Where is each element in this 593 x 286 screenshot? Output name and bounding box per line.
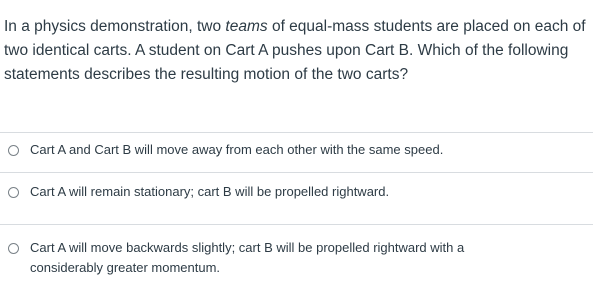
answer-list [0,132,593,286]
answer-3-radio[interactable] [8,243,19,254]
question-emphasis: teams [225,18,268,35]
answer-option-1[interactable] [0,132,593,172]
answer-1-radio[interactable] [8,145,19,156]
answer-3-label[interactable]: Cart A will move backwards slightly; cart B will be propelled rightward with a considerably greater momentum. [30,240,465,275]
answer-2-label[interactable]: Cart A will remain stationary; cart B will be propelled rightward. [30,184,390,199]
answer-option-2[interactable] [0,172,593,224]
answer-1-label[interactable]: Cart A and Cart B will move away from each other with the same speed. [30,142,444,157]
question-text-part1: In a physics demonstration, two [4,18,226,35]
question-text [4,15,590,87]
answer-2-radio[interactable] [8,187,19,198]
question-text-part2: of equal-mass students are placed on each of two identical carts. A student on Cart A pushes upon Cart B. Which of the following statements describes the resulting motion of the two carts? [4,18,586,83]
answer-option-3[interactable] [0,224,593,286]
